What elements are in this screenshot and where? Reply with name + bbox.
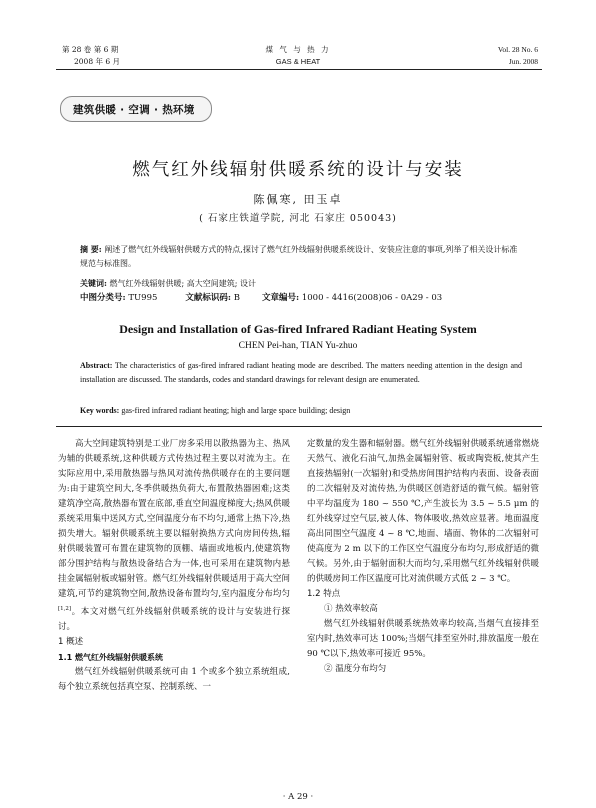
paragraph-1-1: 燃气红外线辐射供暖系统可由 1 个或多个独立系统组成,每个独立系统包括真空泵、控制系统、一 (58, 666, 290, 692)
abstract-en-label: Abstract: (80, 361, 113, 370)
section-heading-1-1: 1.1 燃气红外线辐射供暖系统 (58, 652, 163, 662)
list-item-1: ① 热效率较高 (324, 604, 378, 614)
body-left-column (58, 437, 290, 695)
clc-label: 中图分类号: (80, 293, 126, 303)
doc-code-value: B (231, 293, 240, 303)
article-no-value: 1000 - 4416(2008)06 - 0A29 - 03 (299, 293, 443, 303)
keywords-cn-label: 关键词: (80, 278, 107, 288)
abstract-en (80, 359, 522, 386)
citation-ref: [1,2] (58, 606, 72, 612)
abstract-en-text: The characteristics of gas-fired infrared radiant heating mode are described. The matters needing attention in the design and installation are discussed. The standards, codes and standard drawings for relevant design are enumerated. (80, 361, 522, 384)
keywords-en-text: gas-fired infrared radiant heating; high and large space building; design (119, 406, 351, 415)
paper-title-en: Design and Installation of Gas-fired Infrared Radiant Heating System (119, 322, 477, 336)
section-banner (60, 96, 212, 122)
keywords-en (80, 404, 522, 418)
journal-volume-issue: 第 28 卷 第 6 期 (62, 45, 119, 54)
journal-volume-en: Vol. 28 No. 6 (497, 45, 538, 54)
section-banner-label: 建筑供暖 · 空调 · 热环境 (73, 104, 195, 116)
doc-code-label: 文献标识码: (185, 293, 232, 303)
page-number: · A 29 · (282, 792, 314, 802)
section-heading-1: 1 概述 (58, 636, 84, 647)
authors-cn: 陈佩寒, 田玉卓 (253, 193, 343, 206)
journal-name-cn: 煤 气 与 热 力 (265, 45, 331, 54)
journal-date-cn: 2008 年 6 月 (74, 57, 121, 66)
clc-value: TU995 (125, 293, 158, 303)
paragraph-efficiency: 燃气红外线辐射供暖系统热效率均较高,当烟气直接排至室内时,热效率可达 100%;当烟气排至室外时,排放温度一般在 90 ℃以下,热效率可接近 95%。 (307, 619, 539, 659)
keywords-cn (80, 277, 522, 291)
abstract-cn-label: 摘 要: (80, 244, 102, 254)
article-no-label: 文章编号: (262, 293, 300, 303)
intro-paragraph: 高大空间建筑特别是工业厂房多采用以散热器为主、热风为辅的供暖系统,这种供暖方式传热过程主要以对流为主。在实际应用中,采用散热器与热风对流传热供暖存在的主要问题为:由于建筑空间大,冬季供暖热负荷大,布置散热器困难;这类建筑净空高,散热器布置在底部,垂直空间温度梯度大;热风供暖系统采用集中送风方式,空间温度分布不均匀,通常上热下冷,热损失增大。辐射供暖系统主要以辐射换热方式向房间传热,辐射供暖装置可布置在建筑物的顶棚、墙面或地板内,使建筑物部分围护结构与散热设备结合为一体,也可采用在建筑物内悬挂金属辐射板或辐射管。燃气红外线辐射供暖适用于高大空间建筑,可节约建筑物空间,散热设备布置均匀,室内温度分布均匀[1,2]。本文对燃气红外线辐射供暖系统的设计与安装进行探讨。 (58, 439, 290, 632)
header-rule (56, 69, 542, 70)
authors-en: CHEN Pei-han, TIAN Yu-zhuo (238, 341, 358, 351)
abstract-cn (80, 243, 522, 270)
journal-date-en: Jun. 2008 (508, 57, 538, 66)
keywords-en-label: Key words: (80, 406, 120, 415)
journal-name-en: GAS & HEAT (275, 57, 321, 66)
list-item-2: ② 温度分布均匀 (324, 664, 387, 674)
paragraph-1-1-cont: 定数量的发生器和辐射器。燃气红外线辐射供暖系统通常燃烧天然气、液化石油气,加热金属辐射管、板或陶瓷板,使其产生直接热辐射(一次辐射)和受热房间围护结构内表面、设备表面的二次辐射及对流传热,为供暖区创造舒适的微气候。辐射管中平均温度为 180 ~ 550 ℃,产生波长为 3.5 ~ 5.5 μm 的红外线穿过空气层,被人体、物体吸收,热效应显著。地面温度高出同围空气温度 4 ~ 8 ℃,地面、墙面、物体的二次辐射可使高度为 2 m 以下的工作区空气温度分布均匀,形成舒适的微气候。另外,由于辐射面积大而均匀,采用燃气红外线辐射供暖的供暖房间工作区温度可比对流供暖方式低 2 ~ 3 ℃。 (307, 439, 539, 584)
paper-title-cn: 燃气红外线辐射供暖系统的设计与安装 (132, 160, 464, 180)
body-right-column (307, 437, 539, 677)
section-heading-1-2: 1.2 特点 (307, 589, 341, 599)
affiliation-cn: ( 石家庄铁道学院, 河北 石家庄 050043) (199, 213, 397, 224)
abstract-rule (56, 426, 542, 427)
keywords-cn-text: 燃气红外线辐射供暖; 高大空间建筑; 设计 (106, 279, 256, 288)
classification-line (80, 292, 522, 306)
abstract-cn-text: 阐述了燃气红外线辐射供暖方式的特点,探讨了燃气红外线辐射供暖系统设计、安装应注意的事项,列举了相关设计标准规范与标准图。 (80, 245, 518, 268)
